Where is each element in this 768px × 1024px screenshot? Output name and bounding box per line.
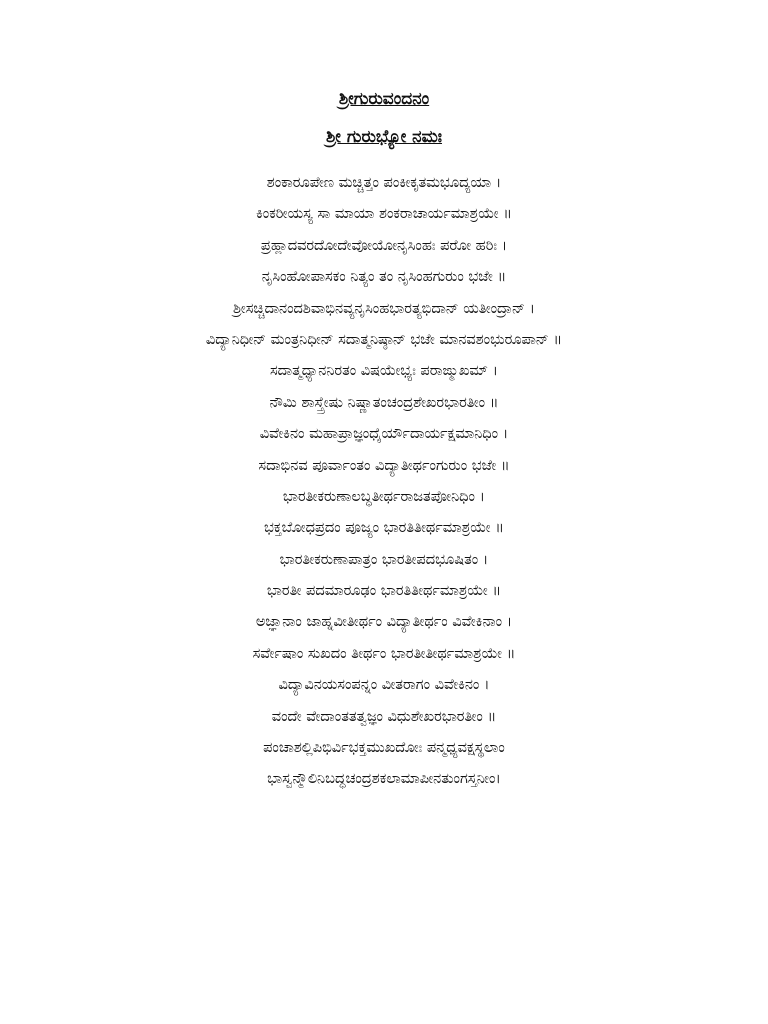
verse-line: ನೃಸಿಂಹೋಪಾಸಕಂ ನಿತ್ಯಂ ತಂ ನೃಸಿಂಹಗುರುಂ ಭಜೇ ॥	[261, 269, 507, 286]
verse-line: ಭಾರತೀಕರುಣಾಪಾತ್ರಂ ಭಾರತೀಪದಭೂಷಿತಂ ।	[279, 551, 489, 568]
verse-line: ಶ್ರೀಸಚ್ಚಿದಾನಂದಶಿವಾಭಿನವ್ಯನೃಸಿಂಹಭಾರತ್ಯಭಿದಾನ್ ಯತೀಂದ್ರಾನ್ ।	[232, 300, 536, 317]
verse-line: ವಿದ್ಯಾವಿನಯಸಂಪನ್ನಂ ವೀತರಾಗಂ ವಿವೇಕಿನಂ ।	[278, 677, 490, 694]
verse-line: ಅಜ್ಞಾನಾಂ ಜಾಹ್ನವೀತೀರ್ಥಂ ವಿದ್ಯಾತೀರ್ಥಂ ವಿವೇಕಿನಾಂ ।	[255, 614, 513, 631]
verse-line: ಸರ್ವೇಷಾಂ ಸುಖದಂ ತೀರ್ಥಂ ಭಾರತೀತೀರ್ಥಮಾಶ್ರಯೇ ॥	[252, 645, 516, 662]
verse-line: ಭಾರತೀಕರುಣಾಲಬ್ಧತೀರ್ಥರಾಜತಪೋನಿಧಿಂ ।	[282, 488, 486, 505]
verse-line: ಕಿಂಕರೀಯಸ್ಯ ಸಾ ಮಾಯಾ ಶಂಕರಾಚಾರ್ಯಮಾಶ್ರಯೇ ॥	[256, 206, 512, 223]
verse-line: ನೌಮಿ ಶಾಸ್ತ್ರೇಷು ನಿಷ್ಣಾತಂಚಂದ್ರಶೇಖರಭಾರತೀಂ ॥	[269, 394, 499, 411]
verse-line: ವಿವೇಕಿನಂ ಮಹಾಪ್ರಾಜ್ಞಂಧೈರ್ಯೌದಾರ್ಯಕ್ಷಮಾನಿಧಿಂ ।	[259, 426, 509, 443]
page-subtitle: ಶ್ರೀ ಗುರುಭ್ಯೋ ನಮಃ	[325, 127, 443, 147]
verse-line: ಶಂಕಾರೂಪೇಣ ಮಚ್ಚಿತ್ತಂ ಪಂಕೀಕೃತಮಭೂದ್ಯಯಾ ।	[266, 175, 502, 191]
verse-line: ಭಾರತೀ ಪದಮಾರೂಢಂ ಭಾರತಿತೀರ್ಥಮಾಶ್ರಯೇ ॥	[266, 583, 502, 600]
verse-line: ವಿದ್ಯಾನಿಧೀನ್ ಮಂತ್ರನಿಧೀನ್ ಸದಾತ್ಮನಿಷ್ಠಾನ್ ಭಜೇ ಮಾನವಶಂಭುರೂಪಾನ್ ॥	[205, 331, 563, 348]
verse-line: ಪಂಚಾಶಲ್ಲಿಪಿಭಿರ್ವಿಭಕ್ತಮುಖದೋಃ ಪನ್ಮಧ್ಯವಕ್ಷಸ್ಥಲಾಂ	[263, 740, 505, 757]
verse-line: ವಂದೇ ವೇದಾಂತತತ್ವಜ್ಞಂ ವಿಧುಶೇಖರಭಾರತೀಂ ॥	[271, 708, 497, 725]
verse-line: ಭಕ್ತಬೋಧಪ್ರದಂ ಪೂಜ್ಯಂ ಭಾರತಿತೀರ್ಥಮಾಶ್ರಯೇ ॥	[264, 520, 504, 537]
verse-line: ಸದಾತ್ಮಧ್ಯಾನನಿರತಂ ವಿಷಯೇಭ್ಯಃ ಪರಾಙ್ಮುಖಮ್ ।	[269, 363, 499, 380]
verse-list	[0, 168, 768, 796]
page-title: ಶ್ರೀಗುರುವಂದನಂ	[338, 89, 430, 109]
verse-line: ಸದಾಭಿನವ ಪೂರ್ವಾಂತಂ ವಿದ್ಯಾತೀರ್ಥಂಗುರುಂ ಭಜೇ ॥	[258, 457, 510, 474]
verse-line: ಭಾಸ್ವನ್ಮೌಲಿನಿಬದ್ಧಚಂದ್ರಶಕಲಾಮಾಪೀನತುಂಗಸ್ತನೀಂ।	[267, 771, 501, 788]
verse-line: ಪ್ರಹ್ಲಾದವರದೋದೇವೋಯೋನೃಸಿಂಹಃ ಪರೋ ಹರಿಃ ।	[260, 237, 508, 254]
